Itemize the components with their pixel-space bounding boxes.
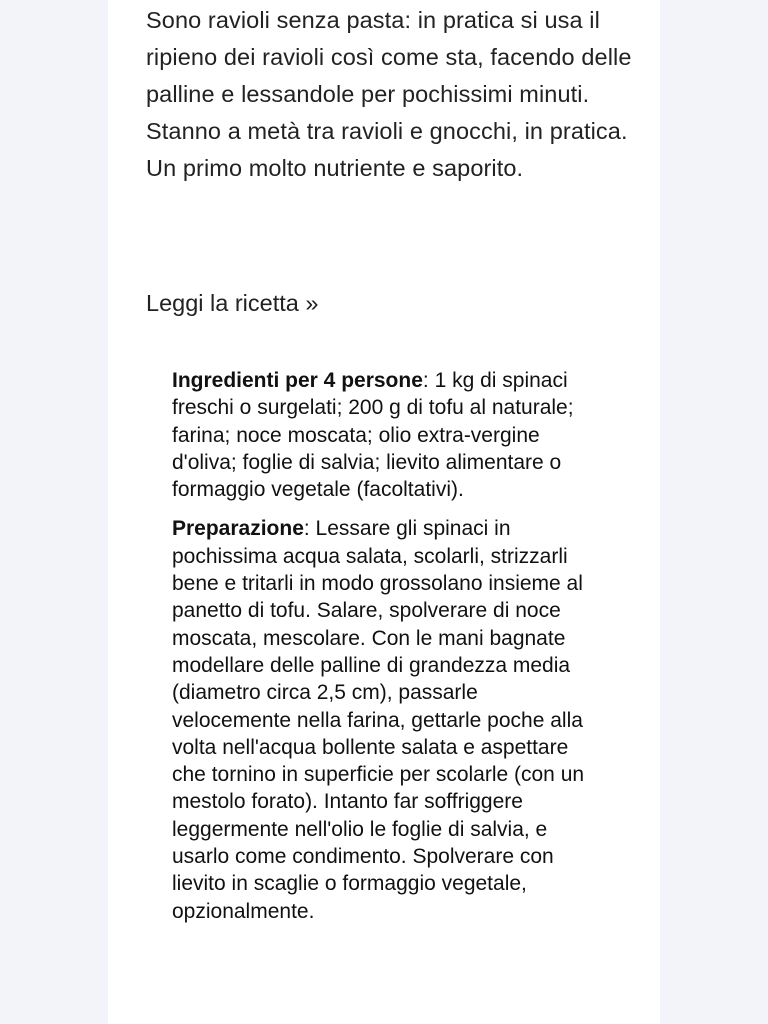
preparation-text: : Lessare gli spinaci in pochissima acqua salata, scolarli, strizzarli bene e tritarli in modo grossolano insieme al panetto di tofu. Salare, spolverare di noce moscata, mescolare. Con le mani bagnate modellare delle palline di grandezza media (diametro circa 2,5 cm), passarle velocemente nella farina, gettarle poche alla volta nell'acqua bollente salata e aspettare che tornino in superficie per scolarle (con un mestolo forato). Intanto far soffriggere leggermente nell'olio le foglie di salvia, e usarlo come condimento. Spolverare con lievito in scaglie o formaggio vegetale, opzionalmente. — [172, 517, 585, 923]
ingredients-text: : 1 kg di spinaci freschi o surgelati; 200 g di tofu al naturale; farina; noce moscata; olio extra-vergine d'oliva; foglie di salvia; lievito alimentare o formaggio vegetale (facoltativi). — [172, 369, 574, 502]
preparation-paragraph — [172, 515, 602, 924]
article-intro: Sono ravioli senza pasta: in pratica si usa il ripieno dei ravioli così come sta, facendo delle palline e lessandole per pochissimi minuti. Stanno a metà tra ravioli e gnocchi, in pratica. Un primo molto nutriente e saporito. — [146, 7, 632, 181]
ingredients-label: Ingredienti per 4 persone — [172, 369, 423, 392]
recipe-block — [172, 367, 602, 937]
preparation-label: Preparazione — [172, 517, 304, 541]
ingredients-paragraph — [172, 367, 602, 503]
read-recipe-link[interactable]: Leggi la ricetta » — [146, 290, 319, 316]
